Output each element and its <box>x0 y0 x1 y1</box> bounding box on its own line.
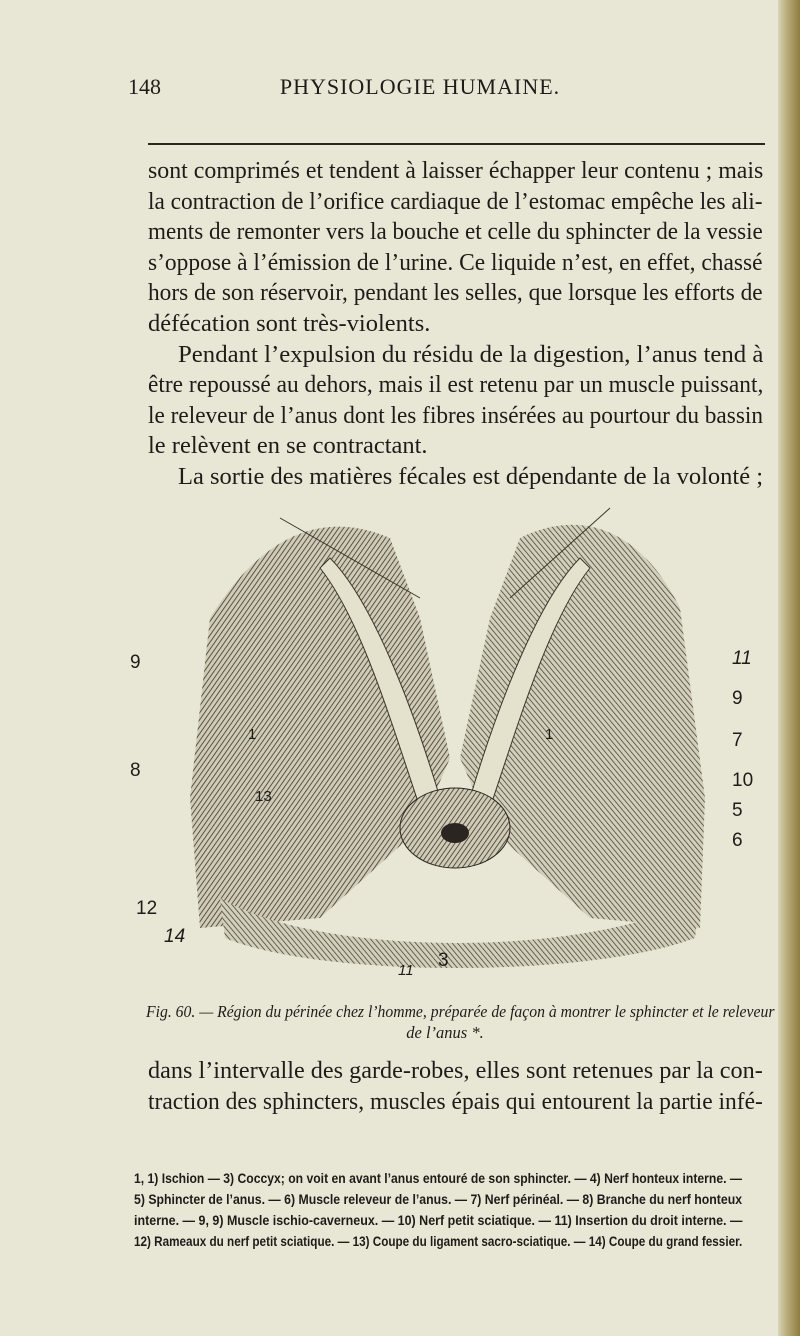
caption-row <box>130 1001 775 1022</box>
body-text-bottom <box>148 1056 765 1117</box>
text-row <box>148 370 765 401</box>
label-bottom: 3 <box>438 950 449 971</box>
text-row <box>148 217 765 248</box>
text-line: ments de remonter vers la bouche et celle du sphincter de la vessie <box>148 218 763 246</box>
footnote-row <box>134 1168 744 1189</box>
text-line: sont comprimés et tendent à laisser échapper leur contenu ; mais <box>148 157 764 184</box>
label-left: 9 <box>130 652 141 673</box>
text-line: défécation sont très-violents. <box>148 309 431 337</box>
label-right: 7 <box>732 730 743 751</box>
text-line: La sortie des matières fécales est dépendante de la volonté ; <box>178 462 764 490</box>
caption-line: Fig. 60. — Région du périnée chez l’homme, préparée de façon à montrer le sphincter et le releveur <box>146 1002 775 1021</box>
text-row <box>148 187 765 218</box>
text-line: le relèvent en se contractant. <box>148 432 428 460</box>
footnote-row <box>134 1189 744 1210</box>
text-line: dans l’intervalle des garde-robes, elles sont retenues par la con- <box>148 1057 763 1084</box>
text-row <box>148 401 765 432</box>
anatomical-drawing <box>120 498 760 990</box>
text-row <box>148 340 765 371</box>
label-inner: 13 <box>255 788 272 805</box>
text-row <box>148 462 765 493</box>
label-left: 14 <box>164 926 186 947</box>
caption-row <box>130 1022 760 1043</box>
label-right: 9 <box>732 688 743 709</box>
footnote-row <box>134 1231 744 1252</box>
text-row <box>148 309 765 340</box>
label-right: 5 <box>732 800 743 821</box>
text-line: la contraction de l’orifice cardiaque de l’estomac empêche les ali- <box>148 187 763 215</box>
label-left: 8 <box>130 760 141 781</box>
text-row <box>148 248 765 279</box>
text-row <box>148 1087 765 1118</box>
caption-line: de l’anus *. <box>406 1023 484 1042</box>
footnote-line: 1, 1) Ischion — 3) Coccyx; on voit en avant l’anus entouré de son sphincter. — 4) Nerf honteux interne. — <box>134 1171 743 1186</box>
footnote-row <box>134 1210 744 1231</box>
text-row <box>148 431 765 462</box>
text-line: s’oppose à l’émission de l’urine. Ce liquide n’est, en effet, chassé <box>148 248 763 276</box>
label-left: 12 <box>136 898 158 919</box>
label-right: 11 <box>732 648 752 669</box>
label-bottom: 11 <box>398 962 414 979</box>
figure-caption <box>130 1001 775 1043</box>
label-right: 10 <box>732 770 754 791</box>
page-edge-shadow <box>778 0 800 1336</box>
text-line: hors de son réservoir, pendant les selles, que lorsque les efforts de <box>148 279 763 307</box>
running-title: PHYSIOLOGIE HUMAINE. <box>279 74 561 99</box>
text-row <box>148 1056 765 1087</box>
label-inner: 1 <box>545 726 554 743</box>
figure-perineum-illustration <box>120 498 760 990</box>
text-row <box>148 156 765 187</box>
text-row <box>148 278 765 309</box>
page-number: 148 <box>128 74 161 99</box>
text-line: être repoussé au dehors, mais il est retenu par un muscle puissant, <box>148 371 764 399</box>
header-rule <box>148 143 765 145</box>
text-line: traction des sphincters, muscles épais qui entourent la partie infé- <box>148 1087 763 1115</box>
text-line: Pendant l’expulsion du résidu de la digestion, l’anus tend à <box>178 340 764 368</box>
footnote-line: 5) Sphincter de l’anus. — 6) Muscle releveur de l’anus. — 7) Nerf périnéal. — 8) Branche du nerf honteux <box>134 1192 743 1207</box>
label-right: 6 <box>732 830 743 851</box>
label-inner: 1 <box>248 726 257 743</box>
text-line: le releveur de l’anus dont les fibres insérées au pourtour du bassin <box>148 401 764 429</box>
body-text-top <box>148 156 765 493</box>
footnote-line: interne. — 9, 9) Muscle ischio-caverneux. — 10) Nerf petit sciatique. — 11) Insertion du droit interne. — <box>134 1213 743 1228</box>
figure-legend-footnotes <box>134 1168 744 1252</box>
footnote-line: 12) Rameaux du nerf petit sciatique. — 13) Coupe du ligament sacro-sciatique. — 14) Coupe du grand fessier. <box>134 1234 743 1249</box>
